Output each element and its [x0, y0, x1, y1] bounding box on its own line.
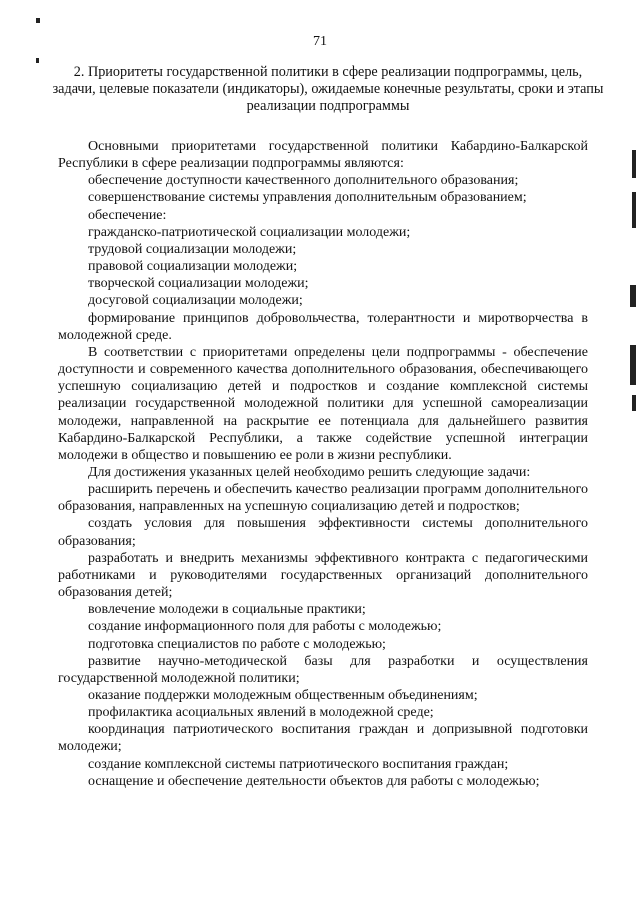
task-item: профилактика асоциальных явлений в молодежной среде; — [88, 705, 434, 721]
priority-item: обеспечение: — [88, 207, 167, 223]
priority-item: правовой социализации молодежи; — [88, 259, 298, 275]
task-item: создать условия для повышения эффективности системы дополнительного образования; — [58, 516, 588, 549]
intro-paragraph: Основными приоритетами государственной политики Кабардино-Балкарской Республики в сфере реализации подпрограммы являются: — [58, 139, 588, 172]
task-item: разработать и внедрить механизмы эффективного контракта с педагогическими работниками и руководителями государственных организаций дополнительного образования детей; — [58, 550, 588, 601]
scan-dot — [36, 58, 39, 63]
task-item: координация патриотического воспитания граждан и допризывной подготовки молодежи; — [58, 722, 588, 755]
priority-item: творческой социализации молодежи; — [88, 276, 309, 292]
task-item: подготовка специалистов по работе с молодежью; — [88, 636, 386, 652]
priority-item: гражданско-патриотической социализации молодежи; — [88, 224, 411, 240]
scan-edge-mark — [630, 285, 636, 307]
task-item: создание информационного поля для работы с молодежью; — [88, 619, 442, 635]
goal-paragraph: В соответствии с приоритетами определены цели подпрограммы - обеспечение доступности и современного качества дополнительного образования, обеспечивающего успешную социализацию детей и подростков и создание комплексной системы реализации государственной молодежной политики для успешной самореализации молодежи, направленной на раскрытие ее потенциала для дальнейшего развития Кабардино-Балкарской Республики, а также содействие успешной интеграции молодежи в общество и повышению ее роли в жизни республики. — [58, 344, 588, 463]
scan-dot — [36, 18, 40, 23]
task-item: оснащение и обеспечение деятельности объектов для работы с молодежью; — [88, 773, 540, 789]
scan-edge-mark — [630, 345, 636, 385]
page-number: 71 — [313, 34, 327, 49]
task-item: вовлечение молодежи в социальные практики; — [88, 602, 366, 618]
scan-edge-mark — [632, 395, 636, 411]
section-title: 2. Приоритеты государственной политики в сфере реализации подпрограммы, цель, задачи, целевые показатели (индикаторы), ожидаемые конечные результаты, сроки и этапы реализации подпрограммы — [52, 64, 604, 114]
task-item: оказание поддержки молодежным общественным объединениям; — [88, 688, 478, 703]
priority-item: совершенствование системы управления дополнительным образованием; — [88, 190, 527, 206]
task-item: создание комплексной системы патриотического воспитания граждан; — [88, 756, 509, 772]
scan-edge-mark — [632, 192, 636, 228]
priority-item: досуговой социализации молодежи; — [88, 293, 303, 309]
priorities-list — [58, 172, 588, 344]
task-item: расширить перечень и обеспечить качество реализации программ дополнительного образования, направленных на успешную социализацию детей и подростков; — [58, 482, 588, 515]
priority-item: трудовой социализации молодежи; — [88, 241, 297, 257]
priority-item: формирование принципов добровольчества, толерантности и миротворчества в молодежной среде. — [58, 310, 588, 343]
tasks-list — [58, 481, 588, 790]
priority-item: обеспечение доступности качественного дополнительного образования; — [88, 173, 519, 189]
scan-edge-mark — [632, 150, 636, 178]
tasks-intro: Для достижения указанных целей необходимо решить следующие задачи: — [88, 464, 531, 480]
task-item: развитие научно-методической базы для разработки и осуществления государственной молодежной политики; — [58, 653, 588, 686]
document-body — [58, 138, 588, 790]
